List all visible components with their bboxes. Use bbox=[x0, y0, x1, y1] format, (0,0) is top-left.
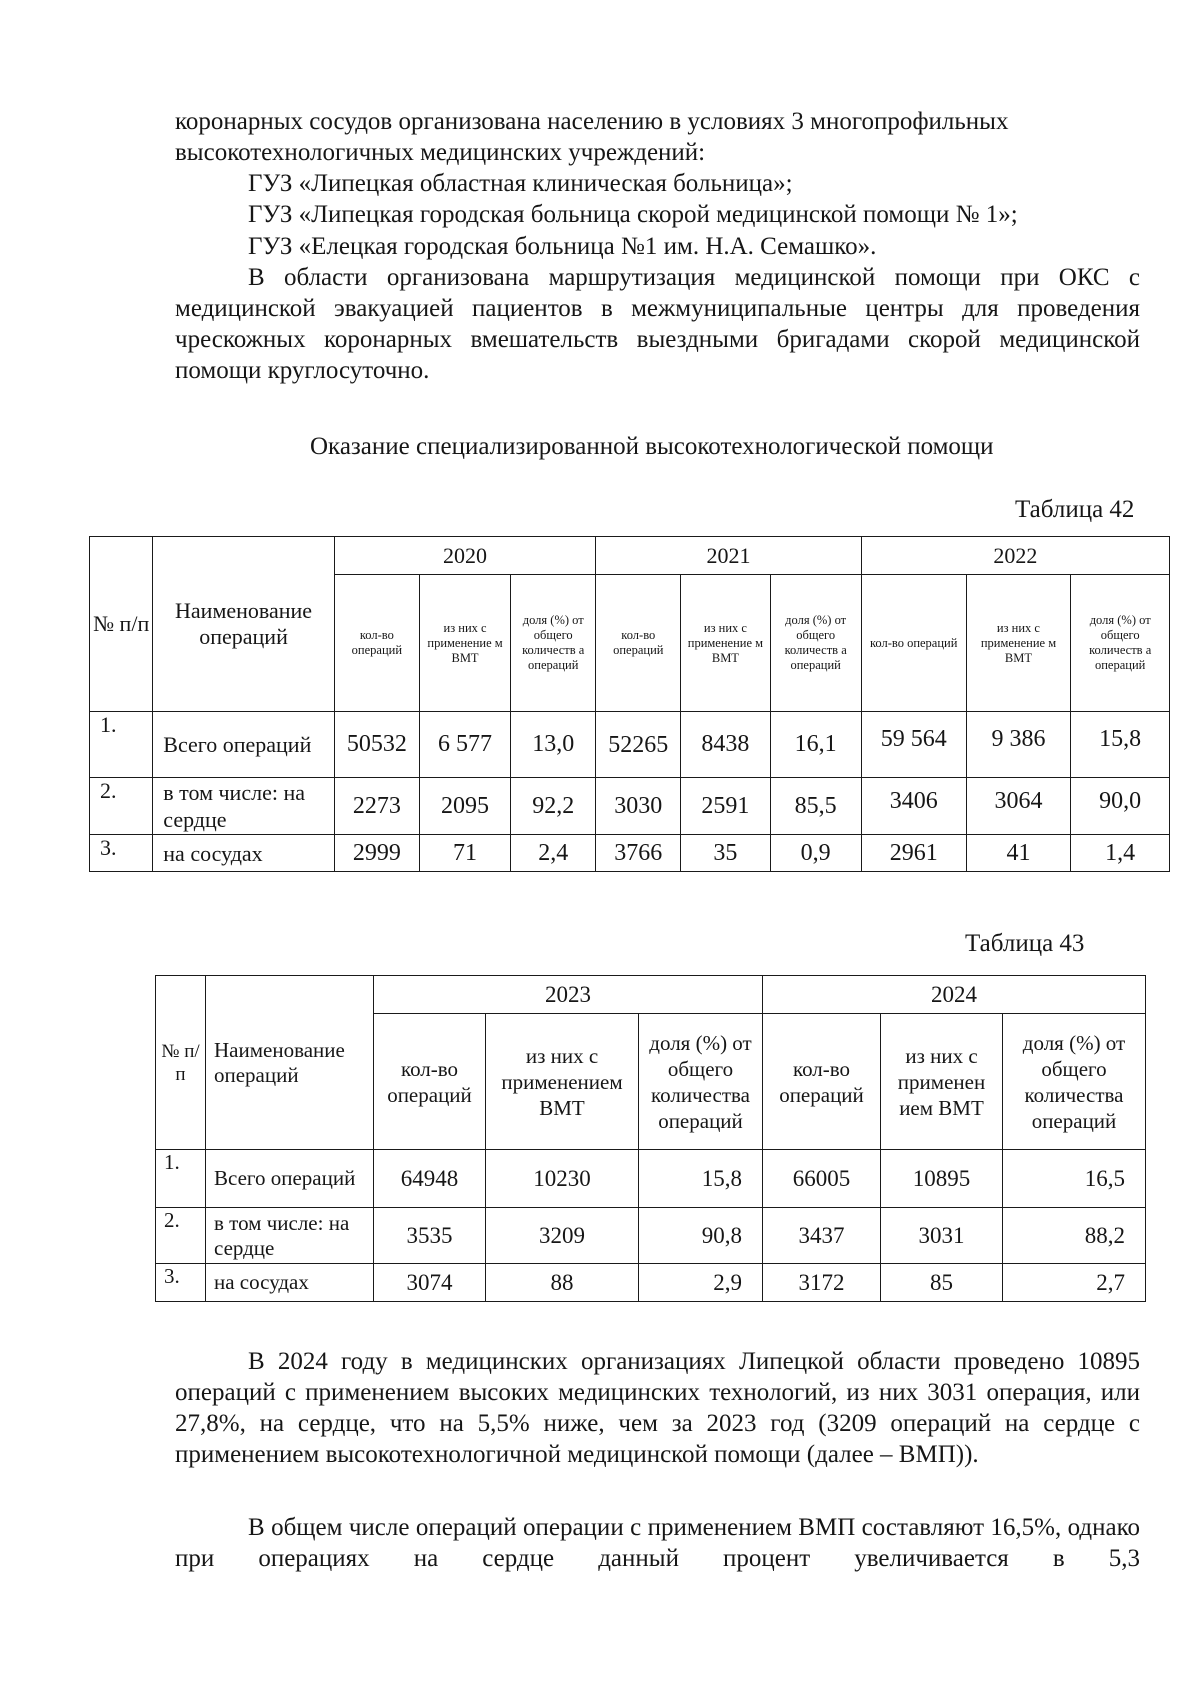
cell: 88 bbox=[486, 1264, 639, 1302]
cell: 15,8 bbox=[1071, 712, 1170, 778]
cell: 3209 bbox=[486, 1208, 639, 1264]
table-row bbox=[90, 712, 1170, 778]
table42-year-2022: 2022 bbox=[861, 537, 1169, 575]
row-number: 1. bbox=[156, 1150, 206, 1208]
hospital-3: ГУЗ «Елецкая городская больница №1 им. Н.А. Семашко». bbox=[248, 233, 877, 260]
row-number: 3. bbox=[90, 835, 153, 872]
table-42 bbox=[89, 536, 1170, 872]
table43-subcol-count: кол-во операций bbox=[763, 1014, 881, 1150]
cell: 10895 bbox=[881, 1150, 1003, 1208]
table-row bbox=[90, 778, 1170, 835]
conclusion-paragraph-1: В 2024 году в медицинских организациях Липецкой области проведено 10895 операций с применением высоких медицинских технологий, из них 3031 операция, или 27,8%, на сердце, что на 5,5% ниже, чем за 2023 год (3209 операций на сердце с применением высокотехнологичной медицинской помощи (далее – ВМП)). bbox=[175, 1348, 1140, 1468]
table-row bbox=[156, 1150, 1146, 1208]
table42-subcol-count: кол-во операций bbox=[596, 575, 681, 712]
cell: 59 564 bbox=[861, 712, 966, 778]
cell: 3437 bbox=[763, 1208, 881, 1264]
cell: 3030 bbox=[596, 778, 681, 835]
cell: 3172 bbox=[763, 1264, 881, 1302]
cell: 71 bbox=[419, 835, 510, 872]
table43-subcol-count: кол-во операций bbox=[374, 1014, 486, 1150]
cell: 3031 bbox=[881, 1208, 1003, 1264]
row-number: 3. bbox=[156, 1264, 206, 1302]
table42-subcol-vmt: из них с применение м ВМТ bbox=[966, 575, 1071, 712]
row-name: на сосудах bbox=[206, 1264, 374, 1302]
table43-header-no: № п/п bbox=[156, 976, 206, 1150]
cell: 8438 bbox=[681, 712, 770, 778]
table42-subcol-share: доля (%) от общего количеств а операций bbox=[1071, 575, 1170, 712]
cell: 3074 bbox=[374, 1264, 486, 1302]
cell: 3535 bbox=[374, 1208, 486, 1264]
table42-year-2021: 2021 bbox=[596, 537, 862, 575]
row-name: на сосудах bbox=[153, 835, 335, 872]
table43-subcol-vmt: из них с применением ВМТ bbox=[486, 1014, 639, 1150]
table-43 bbox=[155, 975, 1146, 1302]
row-number: 2. bbox=[90, 778, 153, 835]
cell: 92,2 bbox=[511, 778, 596, 835]
cell: 0,9 bbox=[770, 835, 861, 872]
table43-caption: Таблица 43 bbox=[965, 930, 1085, 957]
table42-header-no: № п/п bbox=[90, 537, 153, 712]
table42-subcol-share: доля (%) от общего количеств а операций bbox=[511, 575, 596, 712]
cell: 2095 bbox=[419, 778, 510, 835]
section-title: Оказание специализированной высокотехнологической помощи bbox=[310, 433, 994, 460]
cell: 9 386 bbox=[966, 712, 1071, 778]
intro-line-1: коронарных сосудов организована населению в условиях 3 многопрофильных bbox=[175, 108, 1009, 135]
intro-line-2: высокотехнологичных медицинских учреждений: bbox=[175, 139, 706, 166]
conclusion-paragraph-2: В общем числе операций операции с применением ВМП составляют 16,5%, однако при операциях на сердце данный процент увеличивается в 5,3 bbox=[175, 1514, 1140, 1572]
row-name: Всего операций bbox=[206, 1150, 374, 1208]
cell: 35 bbox=[681, 835, 770, 872]
table42-subcol-vmt: из них с применение м ВМТ bbox=[681, 575, 770, 712]
table-row bbox=[156, 1208, 1146, 1264]
cell: 2961 bbox=[861, 835, 966, 872]
table42-year-2020: 2020 bbox=[334, 537, 595, 575]
cell: 90,0 bbox=[1071, 778, 1170, 835]
hospital-2: ГУЗ «Липецкая городская больница скорой медицинской помощи № 1»; bbox=[248, 201, 1018, 228]
cell: 2,7 bbox=[1003, 1264, 1146, 1302]
table43-year-2024: 2024 bbox=[763, 976, 1146, 1014]
table43-year-2023: 2023 bbox=[374, 976, 763, 1014]
cell: 90,8 bbox=[639, 1208, 763, 1264]
cell: 2273 bbox=[334, 778, 419, 835]
cell: 64948 bbox=[374, 1150, 486, 1208]
table43-header-name: Наименование операций bbox=[206, 976, 374, 1150]
cell: 3406 bbox=[861, 778, 966, 835]
cell: 6 577 bbox=[419, 712, 510, 778]
table42-subcol-count: кол-во операций bbox=[861, 575, 966, 712]
cell: 66005 bbox=[763, 1150, 881, 1208]
table42-caption: Таблица 42 bbox=[1015, 496, 1135, 523]
cell: 85 bbox=[881, 1264, 1003, 1302]
table43-subcol-vmt: из них с применен ием ВМТ bbox=[881, 1014, 1003, 1150]
row-number: 2. bbox=[156, 1208, 206, 1264]
table43-subcol-share: доля (%) от общего количества операций bbox=[1003, 1014, 1146, 1150]
cell: 41 bbox=[966, 835, 1071, 872]
cell: 1,4 bbox=[1071, 835, 1170, 872]
table-row bbox=[90, 835, 1170, 872]
table43-subcol-share: доля (%) от общего количества операций bbox=[639, 1014, 763, 1150]
cell: 3064 bbox=[966, 778, 1071, 835]
cell: 15,8 bbox=[639, 1150, 763, 1208]
table-row bbox=[156, 1264, 1146, 1302]
cell: 16,5 bbox=[1003, 1150, 1146, 1208]
table42-subcol-count: кол-во операций bbox=[334, 575, 419, 712]
cell: 2999 bbox=[334, 835, 419, 872]
cell: 3766 bbox=[596, 835, 681, 872]
cell: 2591 bbox=[681, 778, 770, 835]
cell: 2,9 bbox=[639, 1264, 763, 1302]
row-name: в том числе: на сердце bbox=[206, 1208, 374, 1264]
row-name: в том числе: на сердце bbox=[153, 778, 335, 835]
cell: 10230 bbox=[486, 1150, 639, 1208]
table42-subcol-share: доля (%) от общего количеств а операций bbox=[770, 575, 861, 712]
cell: 88,2 bbox=[1003, 1208, 1146, 1264]
cell: 16,1 bbox=[770, 712, 861, 778]
table42-subcol-vmt: из них с применение м ВМТ bbox=[419, 575, 510, 712]
cell: 13,0 bbox=[511, 712, 596, 778]
row-number: 1. bbox=[90, 712, 153, 778]
cell: 50532 bbox=[334, 712, 419, 778]
table42-header-name: Наименование операций bbox=[153, 537, 335, 712]
hospital-1: ГУЗ «Липецкая областная клиническая больница»; bbox=[248, 170, 793, 197]
row-name: Всего операций bbox=[153, 712, 335, 778]
routing-paragraph: В области организована маршрутизация медицинской помощи при ОКС с медицинской эвакуацией пациентов в межмуниципальные центры для проведения чрескожных коронарных вмешательств выездными бригадами скорой медицинской помощи круглосуточно. bbox=[175, 264, 1140, 384]
cell: 52265 bbox=[596, 712, 681, 778]
cell: 85,5 bbox=[770, 778, 861, 835]
cell: 2,4 bbox=[511, 835, 596, 872]
intro-paragraph bbox=[175, 106, 1140, 168]
